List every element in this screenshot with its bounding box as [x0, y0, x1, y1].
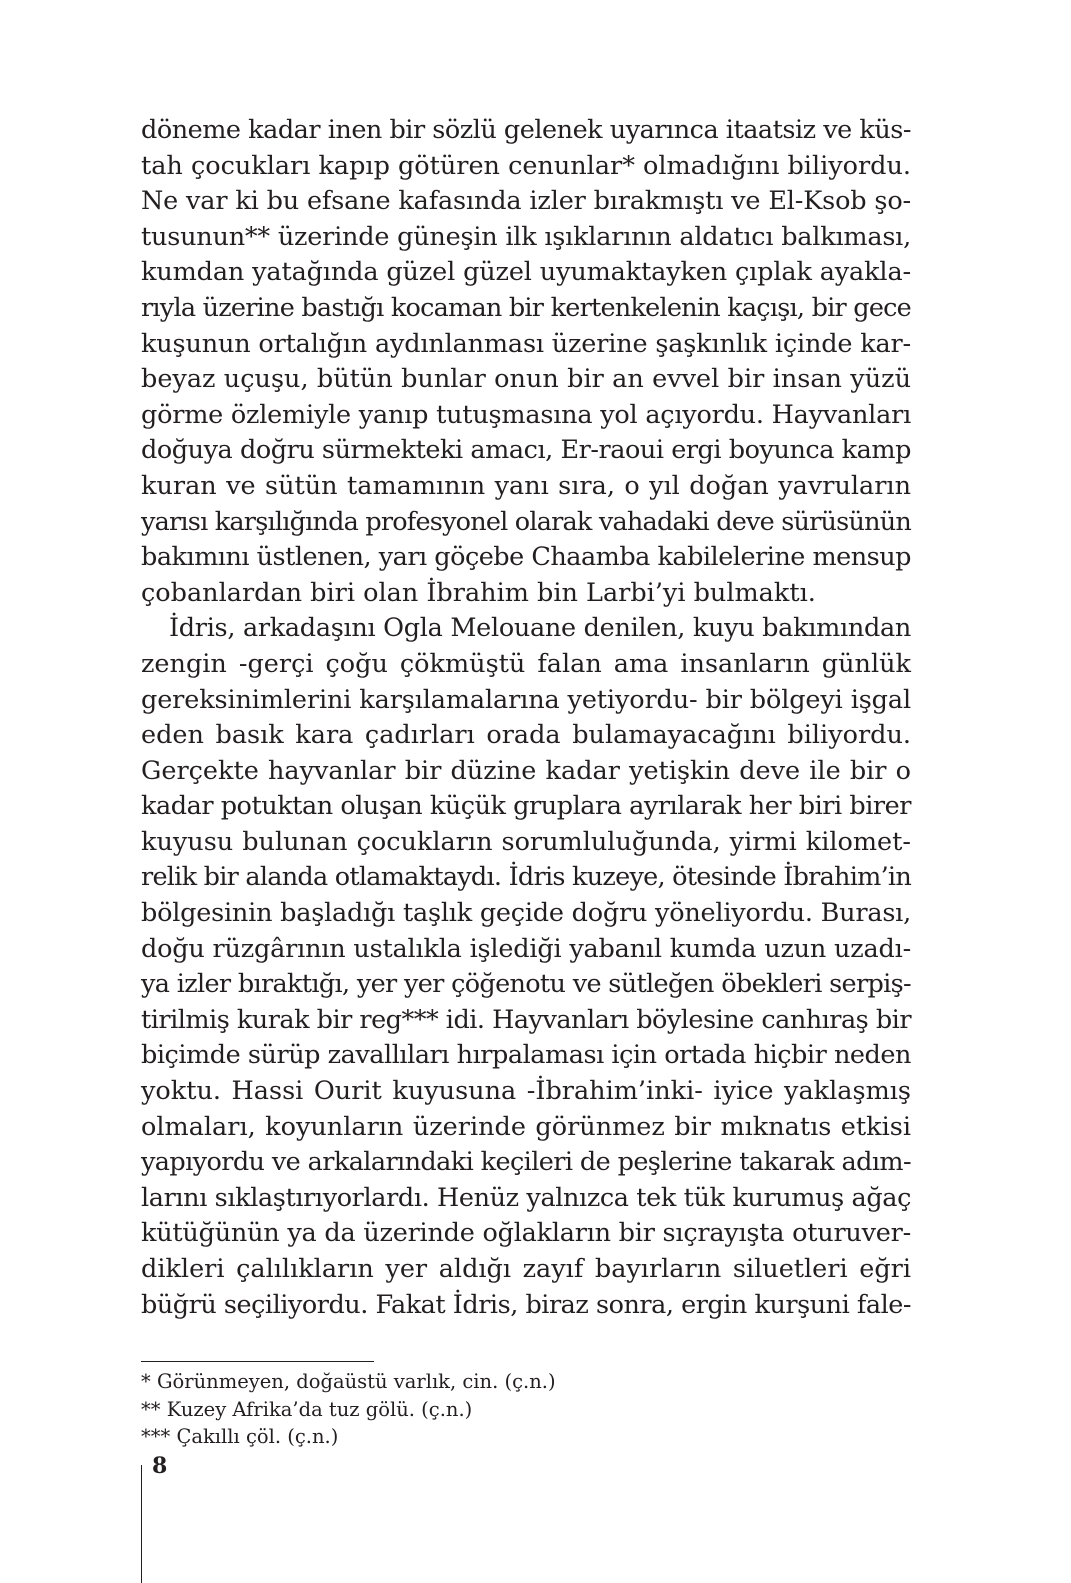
text-line: yarısı karşılığında profesyonel olarak vahadaki deve sürüsünün	[141, 506, 911, 537]
text-line: bakımını üstlenen, yarı göçebe Chaamba kabilelerine mensup	[141, 542, 911, 573]
text-line: kuyusu bulunan çocukların sorumluluğunda, yirmi kilomet-	[141, 826, 911, 857]
footnote: ** Kuzey Afrika’da tuz gölü. (ç.n.)	[141, 1397, 473, 1421]
footnote: *** Çakıllı çöl. (ç.n.)	[141, 1425, 339, 1448]
text-line: tusunun** üzerinde güneşin ilk ışıklarının aldatıcı balkıması,	[141, 221, 911, 252]
text-line: yoktu. Hassi Ourit kuyusuna -İbrahim’inki- iyice yaklaşmış	[141, 1076, 911, 1107]
footnotes	[141, 1368, 741, 1451]
text-line: doğu rüzgârının ustalıkla işlediği yabanıl kumda uzun uzadı-	[141, 933, 912, 964]
text-line: kütüğünün ya da üzerinde oğlakların bir sıçrayışta oturuver-	[141, 1218, 911, 1249]
text-line: tah çocukları kapıp götüren cenunlar* olmadığını biliyordu.	[141, 150, 911, 181]
text-line: Gerçekte hayvanlar bir düzine kadar yetişkin deve ile bir o	[141, 755, 911, 786]
text-line: zengin -gerçi çoğu çökmüştü falan ama insanların günlük	[141, 648, 911, 679]
text-line: gereksinimlerini karşılamalarına yetiyordu- bir bölgeyi işgal	[141, 684, 911, 715]
page-number: 8	[152, 1453, 168, 1479]
text-line: kadar potuktan oluşan küçük gruplara ayrılarak her biri birer	[141, 791, 911, 822]
text-line: Ne var ki bu efsane kafasında izler bırakmıştı ve El-Ksob şo-	[141, 186, 911, 217]
text-line: relik bir alanda otlamaktaydı. İdris kuzeye, ötesinde İbrahim’in	[141, 862, 911, 893]
text-line: biçimde sürüp zavallıları hırpalaması için ortada hiçbir neden	[141, 1040, 911, 1071]
text-line: büğrü seçiliyordu. Fakat İdris, biraz sonra, ergin kurşuni fale-	[141, 1289, 911, 1320]
text-line: İdris, arkadaşını Ogla Melouane denilen, kuyu bakımından	[169, 613, 911, 644]
text-line: kuşunun ortalığın aydınlanması üzerine şaşkınlık içinde kar-	[141, 328, 911, 359]
text-line: kuran ve sütün tamamının yanı sıra, o yıl doğan yavruların	[141, 470, 911, 501]
footnote-separator	[141, 1361, 374, 1362]
folio-rule	[141, 1465, 142, 1583]
text-line: olmaları, koyunların üzerinde görünmez bir mıknatıs etkisi	[141, 1111, 911, 1142]
text-line: larını sıklaştırıyorlardı. Henüz yalnızca tek tük kurumuş ağaç	[141, 1182, 911, 1213]
body-text	[141, 113, 911, 1323]
text-line: tirilmiş kurak bir reg*** idi. Hayvanları böylesine canhıraş bir	[141, 1004, 911, 1035]
text-line: beyaz uçuşu, bütün bunlar onun bir an evvel bir insan yüzü	[141, 364, 911, 395]
text-line: çobanlardan biri olan İbrahim bin Larbi’yi bulmaktı.	[141, 577, 816, 608]
text-line: ya izler bıraktığı, yer yer çöğenotu ve sütleğen öbekleri serpiş-	[141, 969, 911, 1000]
text-line: dikleri çalılıkların yer aldığı zayıf bayırların siluetleri eğri	[141, 1254, 911, 1284]
text-line: doğuya doğru sürmekteki amacı, Er-raoui ergi boyunca kamp	[141, 435, 911, 466]
text-line: döneme kadar inen bir sözlü gelenek uyarınca itaatsiz ve küs-	[141, 115, 911, 145]
text-line: yapıyordu ve arkalarındaki keçileri de peşlerine takarak adım-	[141, 1147, 911, 1178]
text-line: rıyla üzerine bastığı kocaman bir kertenkelenin kaçışı, bir gece	[141, 292, 911, 323]
text-line: eden basık kara çadırları orada bulamayacağını biliyordu.	[141, 720, 911, 751]
text-line: bölgesinin başladığı taşlık geçide doğru yöneliyordu. Burası,	[141, 898, 911, 929]
text-line: görme özlemiyle yanıp tutuşmasına yol açıyordu. Hayvanları	[141, 399, 911, 430]
text-line: kumdan yatağında güzel güzel uyumaktayken çıplak ayakla-	[141, 257, 911, 288]
footnote: * Görünmeyen, doğaüstü varlık, cin. (ç.n.)	[141, 1370, 556, 1393]
